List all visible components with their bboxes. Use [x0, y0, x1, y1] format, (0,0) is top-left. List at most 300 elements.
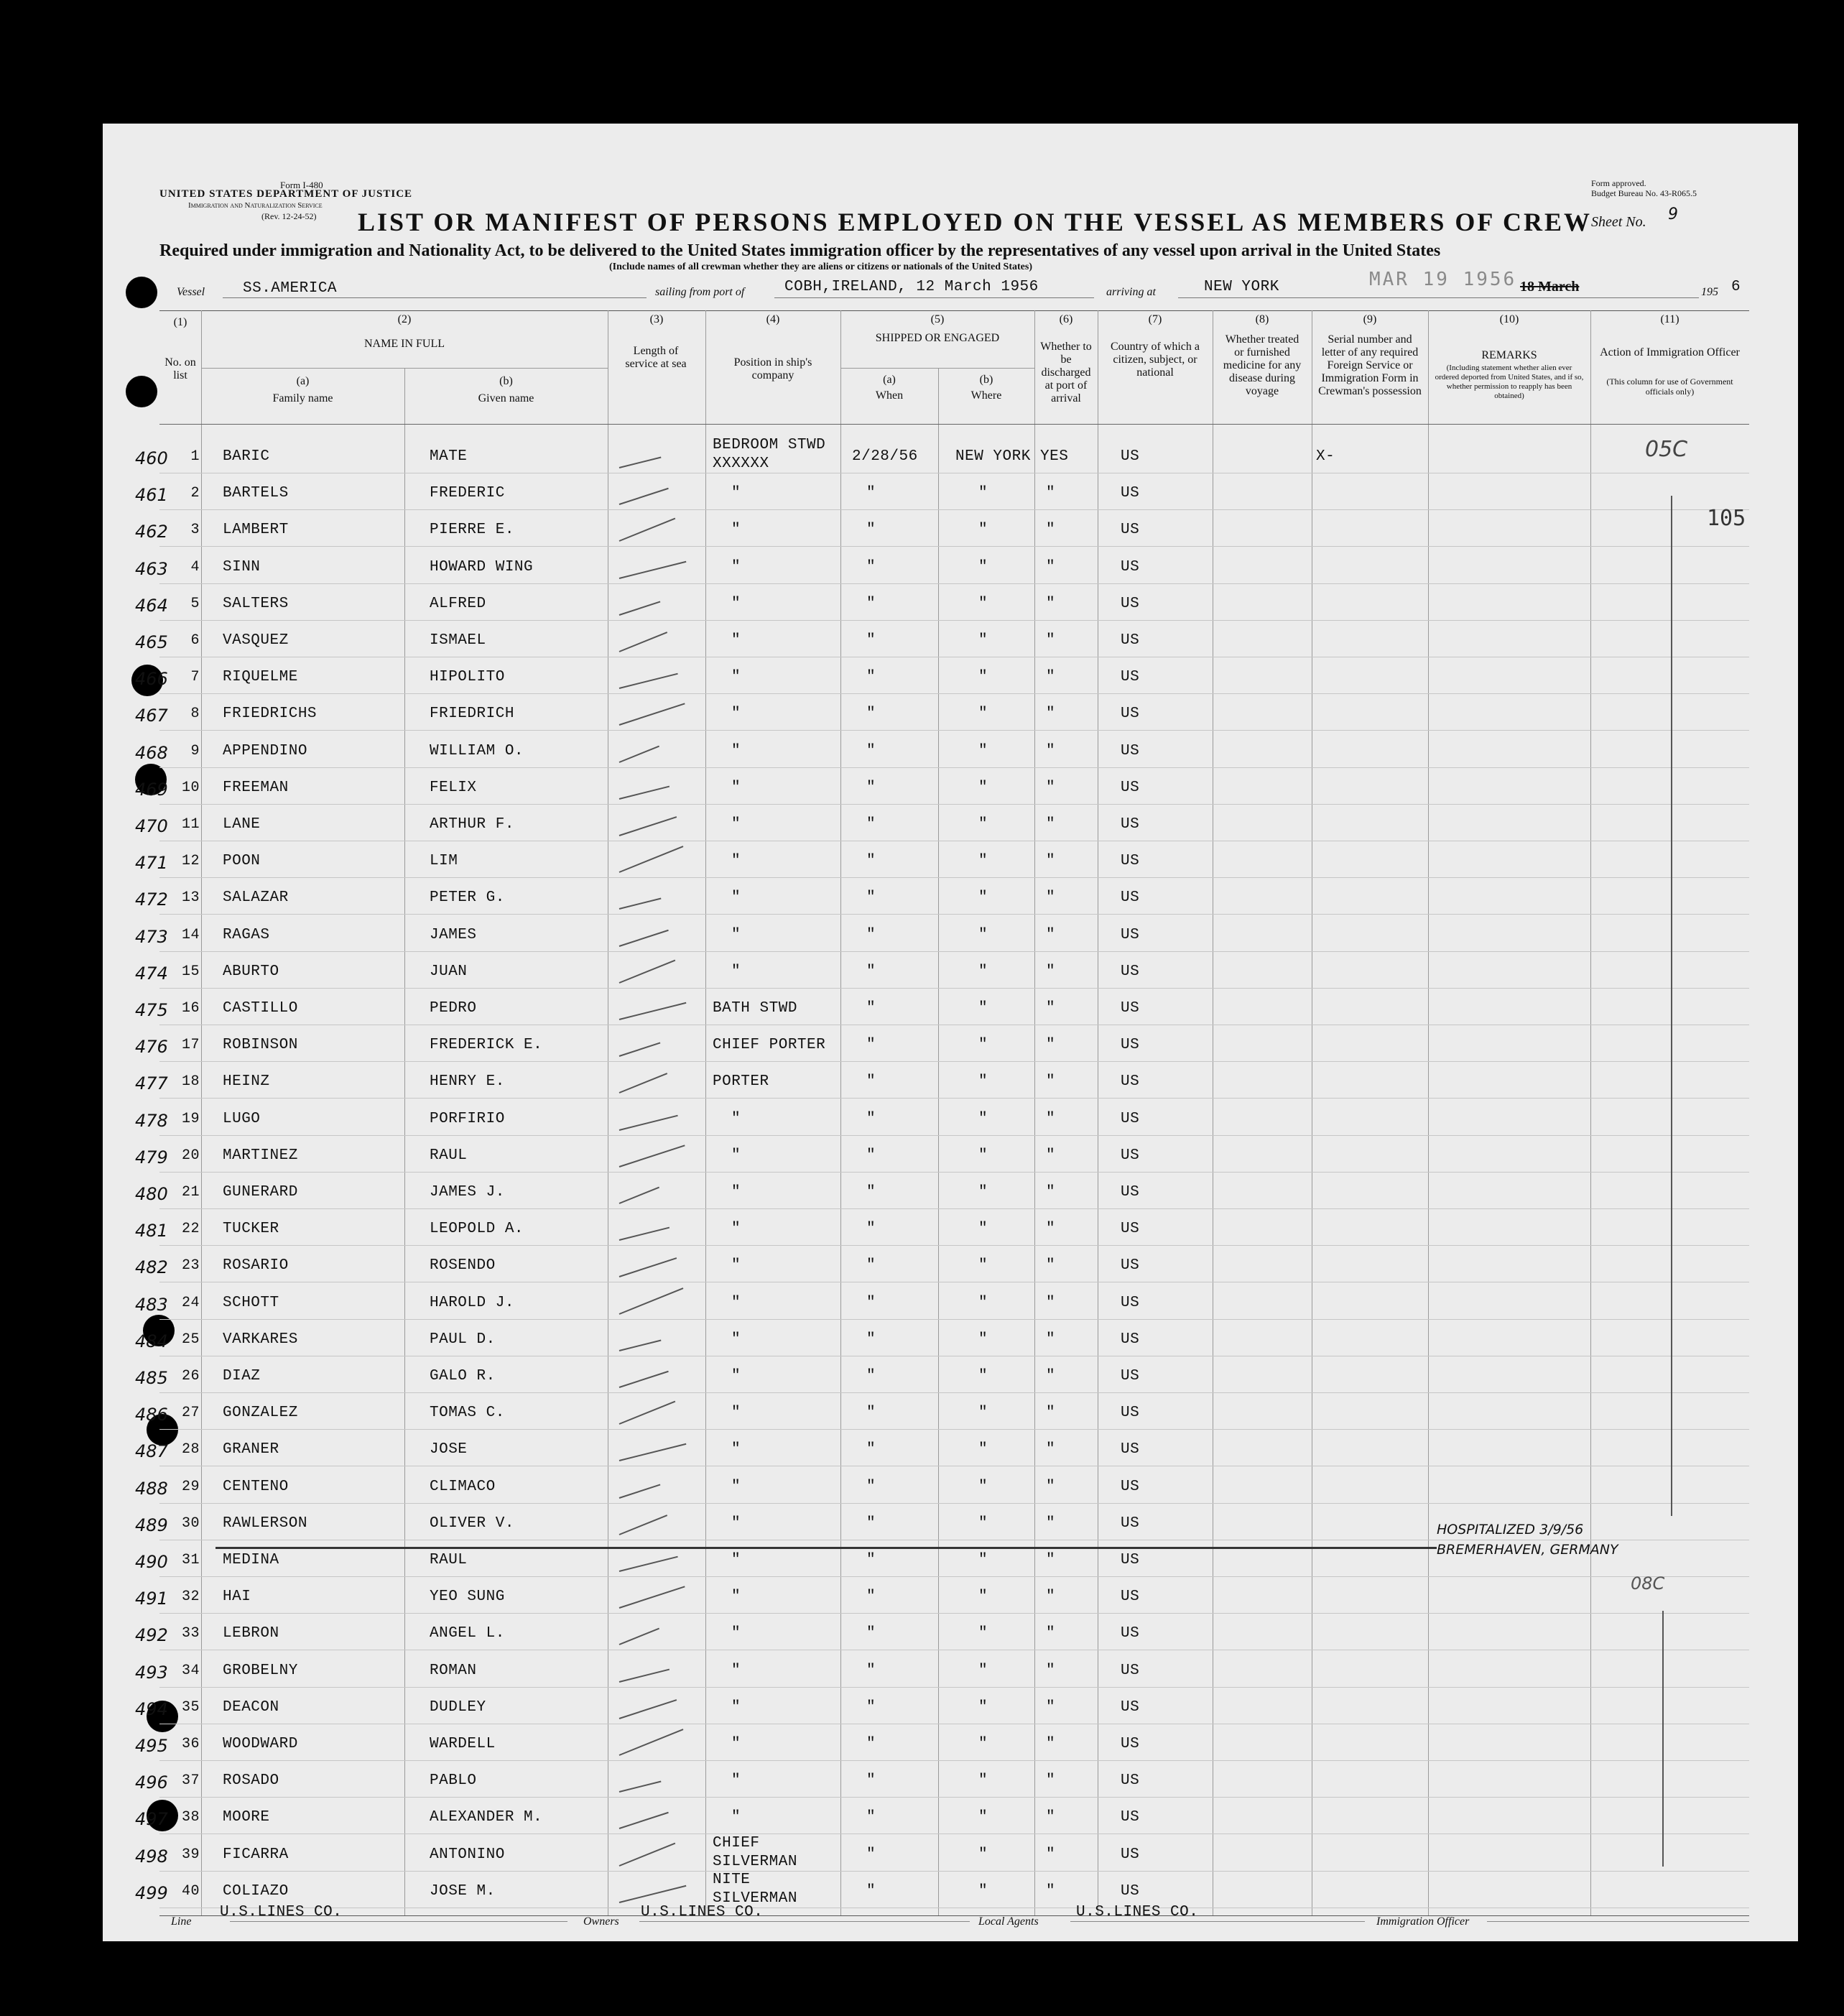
table-row-divider	[159, 1613, 1749, 1614]
col-4-header: Position in ship's company	[733, 356, 812, 382]
given-name: FREDERICK E.	[430, 1037, 543, 1053]
position: "	[731, 1441, 741, 1458]
shipped-where: "	[978, 1295, 988, 1311]
col-8-header: Whether treated or furnished medicine for any disease during voyage	[1223, 333, 1302, 397]
col-7-num: (7)	[1148, 313, 1162, 325]
sailing-port: COBH,IRELAND, 12 March 1956	[784, 279, 1039, 295]
row-number: 24	[181, 1295, 200, 1311]
manifest-line-number: 474	[135, 963, 168, 984]
position: BEDROOM STWD	[713, 437, 826, 453]
given-name: JUAN	[430, 963, 468, 980]
table-row-divider	[159, 1503, 1749, 1504]
shipped-where: "	[978, 1515, 988, 1532]
discharged: "	[1046, 706, 1056, 722]
row-number: 16	[181, 1000, 200, 1017]
table-row-divider	[159, 1687, 1749, 1688]
form-number: Form I-480	[280, 180, 323, 190]
given-name: LEOPOLD A.	[430, 1221, 524, 1237]
given-name: ARTHUR F.	[430, 816, 514, 833]
row-number: 40	[181, 1883, 200, 1900]
shipped-when: "	[866, 963, 876, 980]
manifest-line-number: 499	[135, 1883, 168, 1903]
position: "	[731, 669, 741, 685]
col-3-num: (3)	[649, 313, 664, 325]
shipped-when: "	[866, 1846, 876, 1863]
shipped-where: "	[978, 889, 988, 906]
given-name: PAUL D.	[430, 1331, 496, 1348]
discharged: "	[1046, 1184, 1056, 1201]
family-name: SINN	[223, 559, 261, 575]
manifest-line-number: 471	[135, 853, 168, 873]
country: US	[1121, 632, 1140, 649]
shipped-where: "	[978, 1736, 988, 1752]
given-name: FELIX	[430, 780, 477, 796]
manifest-line-number: 467	[135, 706, 168, 726]
shipped-where: "	[978, 632, 988, 649]
country: US	[1121, 596, 1140, 612]
discharged: "	[1046, 743, 1056, 759]
table-row-divider	[159, 1871, 1749, 1872]
country: US	[1121, 1295, 1140, 1311]
position-line-2: SILVERMAN	[713, 1890, 797, 1907]
row-number: 34	[181, 1663, 200, 1679]
position: "	[731, 816, 741, 833]
table-row-divider	[159, 914, 1749, 915]
given-name: WILLIAM O.	[430, 743, 524, 759]
position: NITE	[713, 1872, 751, 1888]
manifest-line-number: 472	[135, 889, 168, 910]
table-row-divider	[159, 1576, 1749, 1577]
country: US	[1121, 1405, 1140, 1421]
family-name: GUNERARD	[223, 1184, 298, 1201]
row-number: 22	[181, 1221, 200, 1237]
family-name: SCHOTT	[223, 1295, 279, 1311]
shipped-when: "	[866, 1331, 876, 1348]
shipped-where: "	[978, 1772, 988, 1789]
shipped-where: "	[978, 596, 988, 612]
col-2b-num: (b)	[499, 375, 513, 387]
row-number: 39	[181, 1846, 200, 1863]
discharged: "	[1046, 889, 1056, 906]
shipped-where: "	[978, 1589, 988, 1605]
position: "	[731, 706, 741, 722]
manifest-line-number: 484	[135, 1331, 168, 1351]
manifest-line-number: 470	[135, 816, 168, 836]
given-name: OLIVER V.	[430, 1515, 514, 1532]
table-row-divider	[159, 1797, 1749, 1798]
shipped-where: "	[978, 1699, 988, 1716]
family-name: LEBRON	[223, 1625, 279, 1642]
shipped-when: "	[866, 1809, 876, 1826]
family-name: VARKARES	[223, 1331, 298, 1348]
given-name: ALFRED	[430, 596, 486, 612]
discharged: "	[1046, 1221, 1056, 1237]
manifest-line-number: 463	[135, 559, 168, 579]
table-row-divider	[159, 620, 1749, 621]
shipped-when: "	[866, 853, 876, 869]
position-line-2: XXXXXX	[713, 456, 769, 472]
position: "	[731, 1663, 741, 1679]
country: US	[1121, 1663, 1140, 1679]
position: "	[731, 522, 741, 538]
col-5b-header: Where	[970, 389, 1002, 402]
position: "	[731, 559, 741, 575]
position: "	[731, 632, 741, 649]
country: US	[1121, 1809, 1140, 1826]
position: "	[731, 1772, 741, 1789]
position: "	[731, 1809, 741, 1826]
shipped-where: "	[978, 1846, 988, 1863]
family-name: LUGO	[223, 1111, 261, 1127]
footer-agents-label: Local Agents	[978, 1915, 1039, 1928]
given-name: JOSE M.	[430, 1883, 496, 1900]
row-number: 26	[181, 1368, 200, 1384]
family-name: ROSADO	[223, 1772, 279, 1789]
discharged: "	[1046, 1368, 1056, 1384]
row-number: 31	[181, 1552, 200, 1568]
given-name: ANTONINO	[430, 1846, 505, 1863]
manifest-line-number: 489	[135, 1515, 168, 1535]
country: US	[1121, 1736, 1140, 1752]
given-name: YEO SUNG	[430, 1589, 505, 1605]
country: US	[1121, 889, 1140, 906]
officer-bracket-line	[1671, 496, 1672, 1516]
vessel-label: Vessel	[177, 286, 205, 298]
shipped-when: "	[866, 1552, 876, 1568]
row-number: 20	[181, 1147, 200, 1164]
footer-owners-label: Owners	[583, 1915, 619, 1928]
discharged: "	[1046, 1037, 1056, 1053]
table-row-divider	[159, 988, 1749, 989]
position-line-2: SILVERMAN	[713, 1854, 797, 1870]
sheet-number: 9	[1668, 205, 1678, 223]
position: "	[731, 1221, 741, 1237]
discharged: "	[1046, 1515, 1056, 1532]
discharged: "	[1046, 1295, 1056, 1311]
shipped-where: "	[978, 963, 988, 980]
row-number: 8	[190, 706, 200, 722]
row-number: 29	[181, 1479, 200, 1495]
position: "	[731, 1479, 741, 1495]
col-5b-num: (b)	[979, 374, 993, 386]
row-number: 9	[190, 743, 200, 759]
row-number: 21	[181, 1184, 200, 1201]
discharged: "	[1046, 559, 1056, 575]
table-row-divider	[159, 1135, 1749, 1136]
manifest-line-number: 483	[135, 1295, 168, 1315]
family-name: RIQUELME	[223, 669, 298, 685]
family-name: FRIEDRICHS	[223, 706, 318, 722]
position: "	[731, 1552, 741, 1568]
country: US	[1121, 1257, 1140, 1274]
manifest-line-number: 492	[135, 1625, 168, 1645]
given-name: HAROLD J.	[430, 1295, 514, 1311]
given-name: JAMES J.	[430, 1184, 505, 1201]
col-5-num: (5)	[930, 313, 945, 325]
given-name: PABLO	[430, 1772, 477, 1789]
manifest-line-number: 473	[135, 927, 168, 947]
family-name: RAGAS	[223, 927, 270, 943]
discharged: "	[1046, 632, 1056, 649]
footer-agents-value: U.S.LINES CO.	[1076, 1904, 1199, 1920]
row-number: 27	[181, 1405, 200, 1421]
country: US	[1121, 522, 1140, 538]
row-number: 6	[190, 632, 200, 649]
family-name: CENTENO	[223, 1479, 289, 1495]
shipped-where: "	[978, 1663, 988, 1679]
shipped-when: "	[866, 1405, 876, 1421]
shipped-where: "	[978, 522, 988, 538]
shipped-when: "	[866, 596, 876, 612]
shipped-where: "	[978, 780, 988, 796]
manifest-line-number: 497	[135, 1809, 168, 1829]
manifest-line-number: 481	[135, 1221, 168, 1241]
arriving-label: arriving at	[1106, 286, 1156, 298]
manifest-line-number: 464	[135, 596, 168, 616]
col-9-num: (9)	[1363, 313, 1377, 325]
country: US	[1121, 1479, 1140, 1495]
position: "	[731, 1589, 741, 1605]
shipped-where: "	[978, 559, 988, 575]
department-name: UNITED STATES DEPARTMENT OF JUSTICE	[159, 188, 413, 200]
family-name: LANE	[223, 816, 261, 833]
position: CHIEF PORTER	[713, 1037, 826, 1053]
shipped-where: "	[978, 1368, 988, 1384]
shipped-where: "	[978, 1883, 988, 1900]
given-name: PIERRE E.	[430, 522, 514, 538]
country: US	[1121, 1331, 1140, 1348]
given-name: DUDLEY	[430, 1699, 486, 1716]
manifest-line-number: 460	[135, 448, 168, 468]
family-name: GRANER	[223, 1441, 279, 1458]
position: PORTER	[713, 1073, 769, 1090]
shipped-when: "	[866, 889, 876, 906]
table-row-divider	[159, 1061, 1749, 1062]
shipped-when: "	[866, 522, 876, 538]
manifest-line-number: 485	[135, 1368, 168, 1388]
col-10-num: (10)	[1499, 313, 1519, 325]
table-row-divider	[159, 1172, 1749, 1173]
discharged: "	[1046, 1736, 1056, 1752]
table-row-divider	[159, 730, 1749, 731]
row-number: 30	[181, 1515, 200, 1532]
shipped-when: "	[866, 816, 876, 833]
given-name: ROSENDO	[430, 1257, 496, 1274]
table-row-divider	[159, 1208, 1749, 1209]
position: "	[731, 889, 741, 906]
manifest-line-number: 479	[135, 1147, 168, 1167]
given-name: FRIEDRICH	[430, 706, 514, 722]
country: US	[1121, 1625, 1140, 1642]
given-name: CLIMACO	[430, 1479, 496, 1495]
discharged: "	[1046, 1000, 1056, 1017]
col-5a-num: (a)	[883, 374, 896, 386]
family-name: CASTILLO	[223, 1000, 298, 1017]
table-row-divider	[159, 546, 1749, 547]
required-statement: Required under immigration and Nationality Act, to be delivered to the United States immigration officer by the representatives of any vessel upon arrival in the United States	[159, 241, 1441, 260]
family-name: FICARRA	[223, 1846, 289, 1863]
officer-bracket-line-lower	[1662, 1611, 1664, 1867]
given-name: WARDELL	[430, 1736, 496, 1752]
shipped-where: "	[978, 927, 988, 943]
manifest-line-number: 487	[135, 1441, 168, 1461]
family-name: DIAZ	[223, 1368, 261, 1384]
country: US	[1121, 485, 1140, 501]
position: "	[731, 1184, 741, 1201]
family-name: BARTELS	[223, 485, 289, 501]
discharged: "	[1046, 1441, 1056, 1458]
manifest-line-number: 496	[135, 1772, 168, 1793]
row-number: 3	[190, 522, 200, 538]
given-name: MATE	[430, 448, 468, 465]
table-row-divider	[159, 1245, 1749, 1246]
given-name: JOSE	[430, 1441, 468, 1458]
shipped-when: "	[866, 1147, 876, 1164]
discharged: "	[1046, 1552, 1056, 1568]
position: "	[731, 853, 741, 869]
row-number: 25	[181, 1331, 200, 1348]
family-name: GONZALEZ	[223, 1405, 298, 1421]
row-number: 2	[190, 485, 200, 501]
family-name: COLIAZO	[223, 1883, 289, 1900]
shipped-when: "	[866, 1772, 876, 1789]
col-10-note: (Including statement whether alien ever ordered deported from United States, and if so, whether permission to reapply has been obtained)	[1435, 364, 1584, 400]
table-row-divider	[159, 804, 1749, 805]
given-name: ROMAN	[430, 1663, 477, 1679]
discharged: "	[1046, 1073, 1056, 1090]
row-number: 23	[181, 1257, 200, 1274]
col-11-num: (11)	[1660, 313, 1679, 325]
manifest-line-number: 493	[135, 1663, 168, 1683]
table-row-divider	[159, 693, 1749, 694]
position: "	[731, 1147, 741, 1164]
officer-mark-lower: 08C	[1631, 1573, 1665, 1594]
position: "	[731, 780, 741, 796]
family-name: ROBINSON	[223, 1037, 298, 1053]
sheet-label: Sheet No.	[1591, 214, 1646, 230]
remark-hospitalized: HOSPITALIZED 3/9/56	[1437, 1522, 1584, 1538]
form-revision: (Rev. 12-24-52)	[261, 211, 317, 221]
manifest-line-number: 494	[135, 1699, 168, 1719]
position: CHIEF	[713, 1835, 760, 1851]
row-number: 38	[181, 1809, 200, 1826]
footer-officer-label: Immigration Officer	[1376, 1915, 1470, 1928]
family-name: FREEMAN	[223, 780, 289, 796]
discharged: "	[1046, 1699, 1056, 1716]
table-row-divider	[159, 767, 1749, 768]
row-number: 17	[181, 1037, 200, 1053]
position: "	[731, 1111, 741, 1127]
struck-date: 18 March	[1520, 279, 1580, 295]
shipped-when: "	[866, 1589, 876, 1605]
family-name: HAI	[223, 1589, 251, 1605]
discharged: "	[1046, 816, 1056, 833]
shipped-when: 2/28/56	[852, 448, 918, 465]
row-number: 19	[181, 1111, 200, 1127]
manifest-line-number: 469	[135, 780, 168, 800]
given-name: PORFIRIO	[430, 1111, 505, 1127]
row-number: 18	[181, 1073, 200, 1090]
shipped-when: "	[866, 1295, 876, 1311]
shipped-where: "	[978, 1625, 988, 1642]
col-11-note: (This column for use of Government officials only)	[1606, 376, 1733, 397]
discharged: "	[1046, 1257, 1056, 1274]
manifest-line-number: 491	[135, 1589, 168, 1609]
shipped-when: "	[866, 927, 876, 943]
row-number: 10	[181, 780, 200, 796]
shipped-where: "	[978, 1037, 988, 1053]
table-row-divider	[159, 1760, 1749, 1761]
discharged: "	[1046, 927, 1056, 943]
position: "	[731, 1368, 741, 1384]
manifest-line-number: 476	[135, 1037, 168, 1057]
shipped-where: "	[978, 1405, 988, 1421]
given-name: ALEXANDER M.	[430, 1809, 543, 1826]
given-name: HENRY E.	[430, 1073, 505, 1090]
country: US	[1121, 780, 1140, 796]
row-number: 15	[181, 963, 200, 980]
manifest-line-number: 486	[135, 1405, 168, 1425]
given-name: JAMES	[430, 927, 477, 943]
table-row-divider	[159, 1098, 1749, 1099]
col-3-header: Length of service at sea	[625, 345, 687, 370]
row-number: 33	[181, 1625, 200, 1642]
country: US	[1121, 706, 1140, 722]
manifest-line-number: 495	[135, 1736, 168, 1756]
given-name: PEDRO	[430, 1000, 477, 1017]
col-5a-header: When	[875, 389, 904, 402]
country: US	[1121, 1552, 1140, 1568]
discharged: "	[1046, 522, 1056, 538]
country: US	[1121, 1589, 1140, 1605]
country: US	[1121, 559, 1140, 575]
position: BATH STWD	[713, 1000, 797, 1017]
country: US	[1121, 1772, 1140, 1789]
discharged: "	[1046, 1625, 1056, 1642]
shipped-where: "	[978, 1552, 988, 1568]
discharged: "	[1046, 963, 1056, 980]
col-1-num: (1)	[173, 316, 187, 328]
shipped-when: "	[866, 1699, 876, 1716]
family-name: RAWLERSON	[223, 1515, 307, 1532]
shipped-where: "	[978, 816, 988, 833]
shipped-where: "	[978, 743, 988, 759]
family-name: ABURTO	[223, 963, 279, 980]
shipped-where: "	[978, 1479, 988, 1495]
manifest-line-number: 477	[135, 1073, 168, 1093]
discharged: "	[1046, 485, 1056, 501]
col-4-num: (4)	[766, 313, 780, 325]
table-row-divider	[159, 951, 1749, 952]
discharged: "	[1046, 853, 1056, 869]
row-number: 13	[181, 889, 200, 906]
country: US	[1121, 1368, 1140, 1384]
country: US	[1121, 1037, 1140, 1053]
position: "	[731, 1625, 741, 1642]
discharged: "	[1046, 1663, 1056, 1679]
position: "	[731, 1515, 741, 1532]
vessel-name: SS.AMERICA	[243, 280, 338, 297]
country: US	[1121, 743, 1140, 759]
position: "	[731, 1257, 741, 1274]
family-name: WOODWARD	[223, 1736, 298, 1752]
country: US	[1121, 1221, 1140, 1237]
position: "	[731, 1331, 741, 1348]
country: US	[1121, 1441, 1140, 1458]
family-name: DEACON	[223, 1699, 279, 1716]
family-name: APPENDINO	[223, 743, 307, 759]
strike-through-line	[216, 1547, 1437, 1549]
